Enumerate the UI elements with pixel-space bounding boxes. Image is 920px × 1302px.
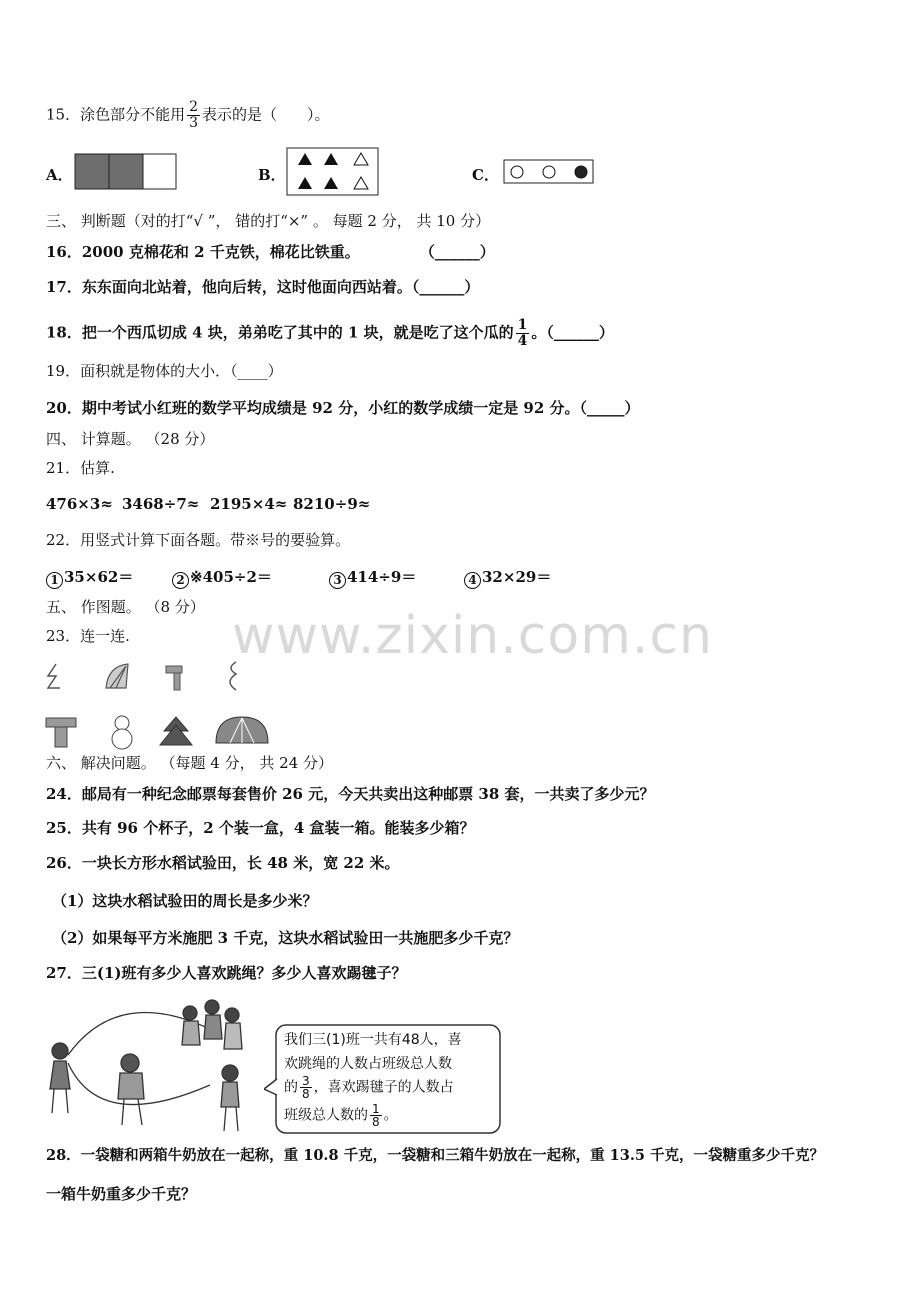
full-shapes-row [40,713,272,753]
option-c-circles-figure [503,159,595,185]
question-19: 19．面积就是物体的大小．（____） [46,362,283,380]
fraction-2-3: $\frac{2}{3}$ [189,99,199,131]
option-a-label: A． [46,166,73,184]
q15-suffix: 表示的是（ ）。 [202,105,330,124]
fraction-1-4: $\frac{1}{4}$ [517,317,528,349]
question-16: 16．2000 克棉花和 2 千克铁，棉花比铁重。 （______） [46,243,495,261]
question-26-part-1: （1）这块水稻试验田的周长是多少米？ [52,892,318,910]
estimate-item-3: 2195×4≈ [210,495,288,513]
tree-icon [160,717,192,745]
question-28-line-1: 28．一袋糖和两箱牛奶放在一起称，重 10.8 千克，一袋糖和三箱牛奶放在一起称，重 13.5 千克，一袋糖重多少千克？ [46,1147,824,1164]
half-mushroom-icon [166,666,182,690]
estimate-item-2: 3468÷7≈ [122,495,200,513]
estimate-item-4: 8210÷9≈ [293,495,371,513]
speech-bubble [264,1023,502,1135]
question-20: 20．期中考试小红班的数学平均成绩是 92 分，小红的数学成绩一定是 92 分。（_____） [46,399,640,417]
question-22-title: 22．用竖式计算下面各题。带※号的要验算。 [46,531,351,549]
question-23-title: 23．连一连. [46,627,130,645]
question-15 [46,100,330,131]
vertical-calc-item-4: 4 32×29＝ [464,566,551,589]
question-25: 25．共有 96 个杯子，2 个装一盒，4 盒装一箱。能装多少箱？ [46,819,475,837]
question-26-title: 26．一块长方形水稻试验田，长 48 米，宽 22 米。 [46,854,400,872]
question-21-title: 21．估算. [46,459,115,477]
section-6-title: 六、 解决问题。 （每题 4 分， 共 24 分） [46,754,334,772]
q15-prefix: 15．涂色部分不能用 [46,105,186,124]
bubble-line-4: 班级总人数的 $\frac{1}{8}$ 。 [284,1102,398,1129]
q18-suffix: 。（______） [531,323,614,342]
section-4-title: 四、 计算题。 （28 分） [46,430,215,448]
question-17: 17．东东面向北站着，他向后转，这时他面向西站着。（______） [46,278,480,296]
option-c-label: C． [472,166,499,184]
section-3-title: 三、 判断题（对的打“√ ”， 错的打“×” 。 每题 2 分， 共 10 分） [46,212,491,230]
estimate-item-1: 476×3≈ [46,495,113,513]
vertical-calc-item-1: 1 35×62＝ [46,566,133,589]
half-umbrella-icon [106,664,128,688]
question-24: 24．邮局有一种纪念邮票每套售价 26 元，今天共卖出这种邮票 38 套，一共卖了多少元？ [46,785,655,803]
question-27-title: 27．三(1)班有多少人喜欢跳绳？多少人喜欢踢毽子？ [46,964,407,982]
vertical-calc-item-3: 3 414÷9＝ [329,566,416,589]
half-snowman-icon [48,664,60,688]
mushroom-icon [46,718,76,747]
option-b-triangles-figure [286,147,380,197]
option-b-label: B． [258,166,286,184]
vertical-calc-item-2: 2 ※405÷2＝ [172,566,272,589]
q18-prefix: 18．把一个西瓜切成 4 块，弟弟吃了其中的 1 块，就是吃了这个瓜的 [46,323,514,342]
fraction-3-8: $\frac{3}{8}$ [302,1074,310,1101]
snowman-icon [112,716,132,749]
question-28-line-2: 一箱牛奶重多少千克？ [46,1185,197,1203]
bubble-line-2: 欢跳绳的人数占班级总人数 [284,1056,452,1072]
option-a-bar-figure [74,153,178,191]
question-18 [46,318,614,349]
fraction-1-8: $\frac{1}{8}$ [372,1102,380,1129]
umbrella-icon [216,717,268,743]
bubble-line-1: 我们三(1)班一共有48人，喜 [284,1032,462,1048]
half-shapes-row [40,658,250,698]
half-tree-icon [230,662,236,690]
watermark: www.zixin.com.cn [232,606,713,666]
question-26-part-2: （2）如果每平方米施肥 3 千克，这块水稻试验田一共施肥多少千克？ [52,929,519,947]
section-5-title: 五、 作图题。 （8 分） [46,598,205,616]
bubble-line-3: 的 $\frac{3}{8}$ ，喜欢踢毽子的人数占 [284,1074,454,1101]
children-playing-illustration [40,993,270,1143]
